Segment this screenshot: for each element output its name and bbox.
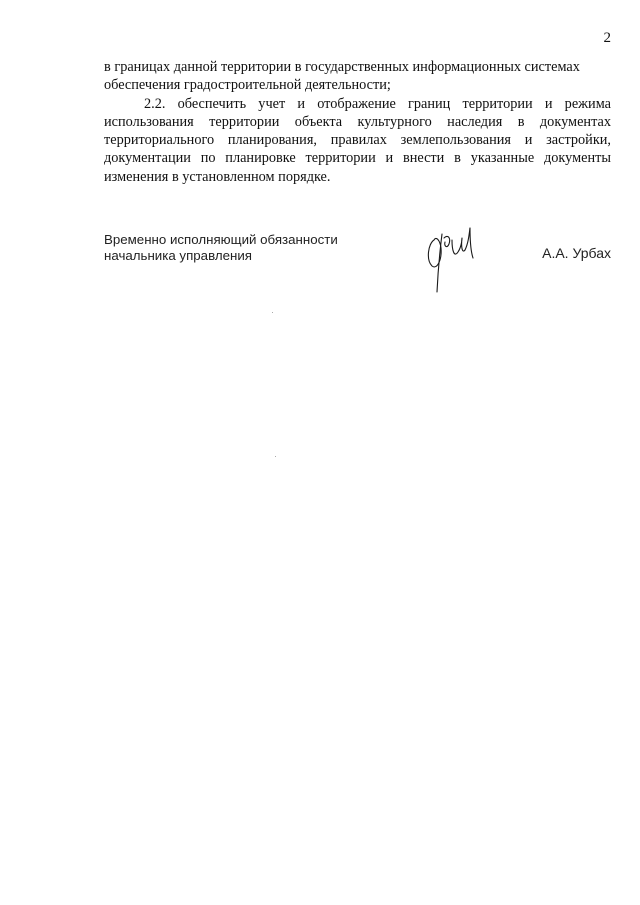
scan-speck (272, 312, 273, 313)
position-line: Временно исполняющий обязанности (104, 232, 338, 247)
document-body (104, 58, 611, 186)
paragraph-line: обеспечения градостроительной деятельности; (104, 77, 391, 94)
paragraph-item-2-2: 2.2. обеспечить учет и отображение границ территории и режима использования территории объекта культурного наследия в документах территориального планирования, правилах землепользования и застройки, документации по планировке территории и внести в указанные документы изменения в установленном порядке. (104, 95, 611, 185)
signatory-position (104, 232, 338, 263)
paragraph-continuation (104, 58, 611, 95)
signatory-name: А.А. Урбах (542, 245, 611, 261)
handwritten-signature (418, 222, 488, 294)
page-number: 2 (603, 30, 611, 46)
position-line: начальника управления (104, 247, 252, 263)
paragraph-line: в границах данной территории в государственных информационных системах (104, 59, 580, 75)
scan-speck (275, 456, 276, 457)
